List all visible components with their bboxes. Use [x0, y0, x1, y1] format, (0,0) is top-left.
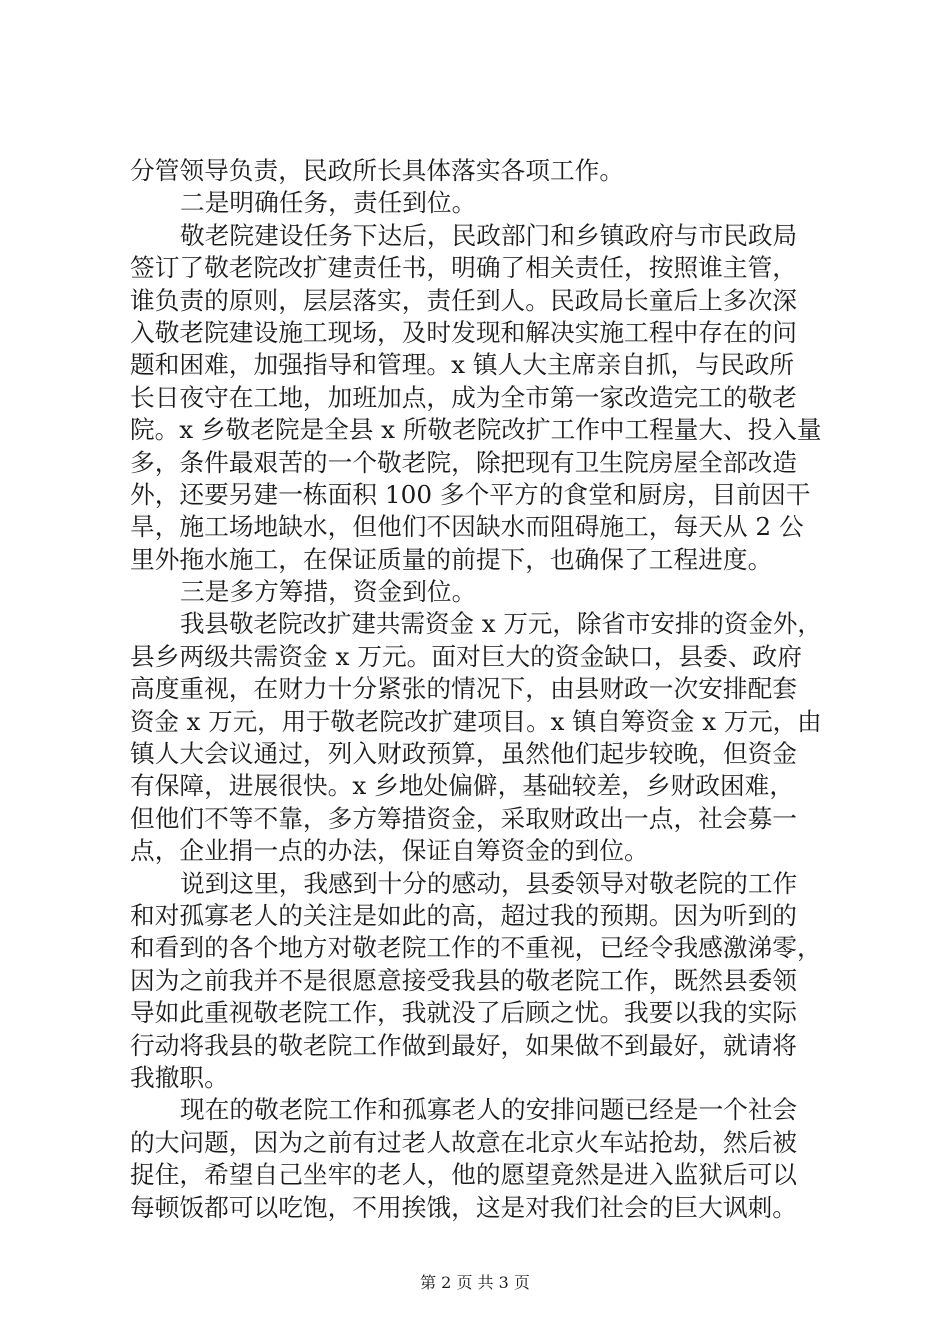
text-line: 旱，施工场地缺水，但他们不因缺水而阻碍施工，每天从 2 公 — [130, 512, 804, 542]
text-line: 里外拖水施工，在保证质量的前提下，也确保了工程进度。 — [130, 544, 773, 574]
text-line: 长日夜守在工地，加班加点，成为全市第一家改造完工的敬老 — [130, 382, 797, 412]
text-line: 多，条件最艰苦的一个敬老院，除把现有卫生院房屋全部改造 — [130, 447, 797, 477]
text-line: 捉住，希望自己坐牢的老人，他的愿望竟然是进入监狱后可以 — [130, 1160, 797, 1190]
text-line: 我撤职。 — [130, 1062, 229, 1092]
text-line: 但他们不等不靠，多方筹措资金，采取财政出一点，社会募一 — [130, 803, 797, 833]
text-line: 有保障，进展很快。x 乡地处偏僻，基础较差，乡财政困难， — [130, 771, 795, 801]
text-line: 题和困难，加强指导和管理。x 镇人大主席亲自抓，与民政所 — [130, 350, 795, 380]
text-line: 现在的敬老院工作和孤寡老人的安排问题已经是一个社会 — [180, 1095, 798, 1125]
text-line: 说到这里，我感到十分的感动，县委领导对敬老院的工作 — [180, 868, 798, 898]
text-line: 我县敬老院改扩建共需资金 x 万元，除省市安排的资金外， — [180, 609, 822, 639]
text-line: 县乡两级共需资金 x 万元。面对巨大的资金缺口，县委、政府 — [130, 641, 802, 671]
text-line: 和对孤寡老人的关注是如此的高，超过我的预期。因为听到的 — [130, 900, 797, 930]
text-line: 敬老院建设任务下达后，民政部门和乡镇政府与市民政局 — [180, 220, 798, 250]
text-line: 签订了敬老院改扩建责任书，明确了相关责任，按照谁主管， — [130, 253, 797, 283]
text-line: 谁负责的原则，层层落实，责任到人。民政局长童后上多次深 — [130, 285, 797, 315]
text-line: 三是多方筹措，资金到位。 — [180, 577, 477, 607]
text-line: 每顿饭都可以吃饱，不用挨饿，这是对我们社会的巨大讽刺。 — [130, 1192, 797, 1222]
page-footer: 第 2 页 共 3 页 — [420, 1273, 530, 1292]
document-body — [130, 155, 830, 1224]
text-line: 因为之前我并不是很愿意接受我县的敬老院工作，既然县委领 — [130, 965, 797, 995]
text-line: 外，还要另建一栋面积 100 多个平方的食堂和厨房，目前因干 — [130, 479, 811, 509]
text-line: 导如此重视敬老院工作，我就没了后顾之忧。我要以我的实际 — [130, 998, 797, 1028]
text-line: 高度重视，在财力十分紧张的情况下，由县财政一次安排配套 — [130, 674, 797, 704]
text-line: 的大问题，因为之前有过老人故意在北京火车站抢劫，然后被 — [130, 1127, 797, 1157]
text-line: 分管领导负责，民政所长具体落实各项工作。 — [130, 156, 625, 185]
text-line: 入敬老院建设施工现场，及时发现和解决实施工程中存在的问 — [130, 317, 797, 347]
text-line: 点，企业捐一点的办法，保证自筹资金的到位。 — [130, 836, 649, 866]
text-line: 二是明确任务，责任到位。 — [180, 188, 477, 218]
text-line: 行动将我县的敬老院工作做到最好，如果做不到最好，就请将 — [130, 1030, 797, 1060]
text-line: 院。x 乡敬老院是全县 x 所敬老院改扩工作中工程量大、投入量 — [130, 415, 822, 445]
text-line: 资金 x 万元，用于敬老院改扩建项目。x 镇自筹资金 x 万元，由 — [130, 706, 822, 736]
text-line: 和看到的各个地方对敬老院工作的不重视，已经令我感激涕零， — [130, 933, 822, 963]
text-line: 镇人大会议通过，列入财政预算，虽然他们起步较晚，但资金 — [130, 739, 797, 769]
